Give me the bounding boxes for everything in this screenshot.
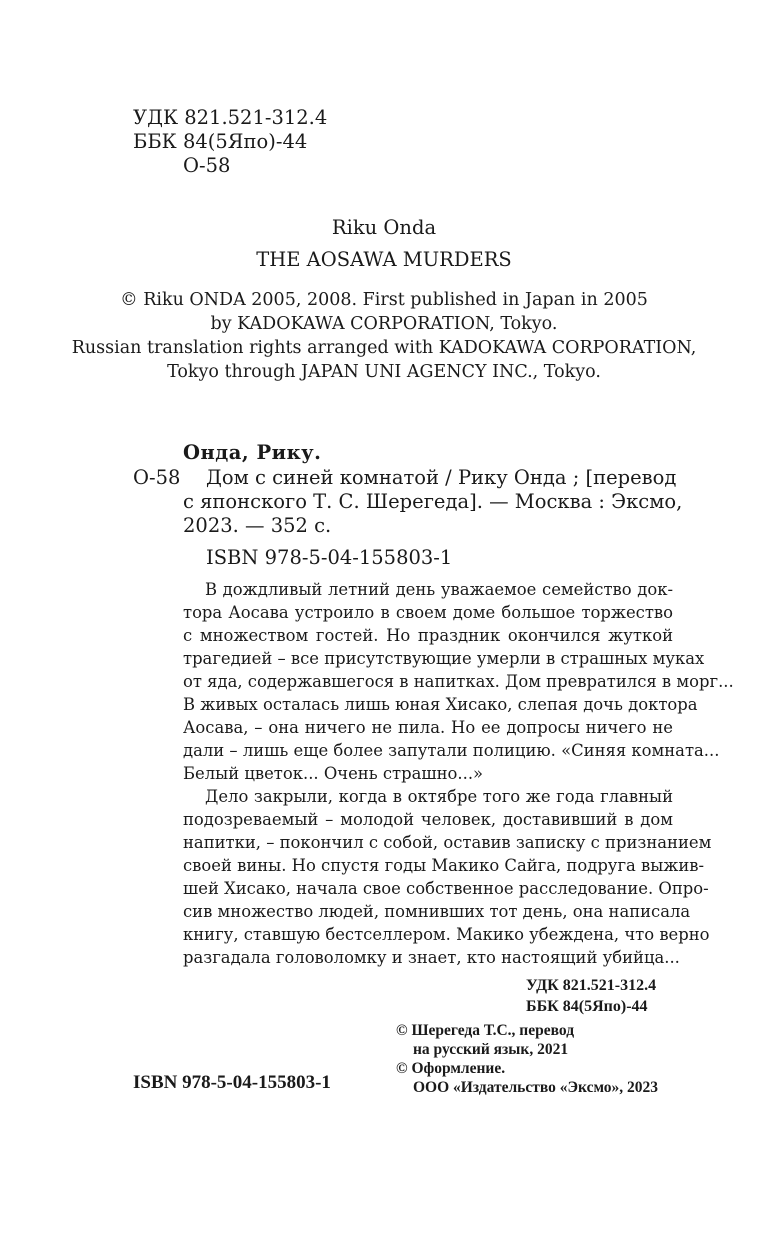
- annotation-line: напитки, – покончил с собой, оставив записку с признанием: [183, 833, 712, 852]
- annotation-line: подозреваемый – молодой человек, доставивший в дом: [183, 810, 673, 829]
- annotation-line: трагедией – все присутствующие умерли в страшных муках: [183, 649, 705, 668]
- annotation-line: с множеством гостей. Но праздник окончился жуткой: [183, 626, 673, 645]
- author-mark: О-58: [183, 154, 231, 177]
- annotation-line: Белый цветок... Очень страшно...»: [183, 764, 484, 783]
- annotation-line: шей Хисако, начала свое собственное расследование. Опро-: [183, 879, 709, 898]
- footer-copyright-line: на русский язык, 2021: [413, 1041, 569, 1058]
- footer-copyright-line: ООО «Издательство «Эксмо», 2023: [413, 1079, 659, 1096]
- annotation-line: Аосава, – она ничего не пила. Но ее допросы ничего не: [183, 718, 673, 737]
- catalog-desc-line: 2023. — 352 с.: [183, 514, 332, 537]
- catalog-code: О-58: [133, 466, 181, 489]
- footer-udk: УДК 821.521-312.4: [526, 977, 657, 994]
- annotation-line: Дело закрыли, когда в октябре того же года главный: [205, 787, 673, 806]
- annotation-line: тора Аосава устроило в своем доме большое торжество: [183, 603, 673, 622]
- footer-copyright-line: © Шерегеда Т.С., перевод: [396, 1022, 575, 1039]
- annotation-line: книгу, ставшую бестселлером. Макико убеждена, что верно: [183, 925, 710, 944]
- catalog-desc-line: Дом с синей комнатой / Рику Онда ; [перевод: [206, 466, 677, 489]
- original-title: THE AOSAWA MURDERS: [256, 248, 512, 271]
- original-copyright-line: © Riku ONDA 2005, 2008. First published in Japan in 2005: [120, 290, 648, 310]
- annotation-line: своей вины. Но спустя годы Макико Сайга, подруга выжив-: [183, 856, 705, 875]
- catalog-heading: Онда, Рику.: [183, 441, 322, 464]
- catalog-desc-line: с японского Т. С. Шерегеда]. — Москва : Эксмо,: [183, 490, 683, 513]
- footer-copyright-line: © Оформление.: [396, 1060, 506, 1077]
- original-copyright-line: by KADOKAWA CORPORATION, Tokyo.: [210, 314, 558, 334]
- udk-code: УДК 821.521-312.4: [133, 106, 328, 129]
- annotation-line: дали – лишь еще более запутали полицию. «Синяя комната...: [183, 741, 720, 760]
- annotation-line: сив множество людей, помнивших тот день, она написала: [183, 902, 691, 921]
- annotation-line: от яда, содержавшегося в напитках. Дом превратился в морг...: [183, 672, 734, 691]
- catalog-isbn: ISBN 978-5-04-155803-1: [206, 546, 453, 569]
- original-copyright-line: Tokyo through JAPAN UNI AGENCY INC., Tokyo.: [167, 362, 601, 382]
- footer-isbn: ISBN 978-5-04-155803-1: [133, 1072, 331, 1093]
- footer-bbk: ББК 84(5Япо)-44: [526, 998, 648, 1015]
- annotation-line: В дождливый летний день уважаемое семейство док-: [205, 580, 673, 599]
- annotation-line: В живых осталась лишь юная Хисако, слепая дочь доктора: [183, 695, 698, 714]
- annotation-line: разгадала головоломку и знает, кто настоящий убийца...: [183, 948, 680, 967]
- original-author: Riku Onda: [331, 216, 437, 239]
- original-copyright-line: Russian translation rights arranged with KADOKAWA CORPORATION,: [71, 338, 697, 358]
- bbk-code: ББК 84(5Япо)-44: [133, 130, 308, 153]
